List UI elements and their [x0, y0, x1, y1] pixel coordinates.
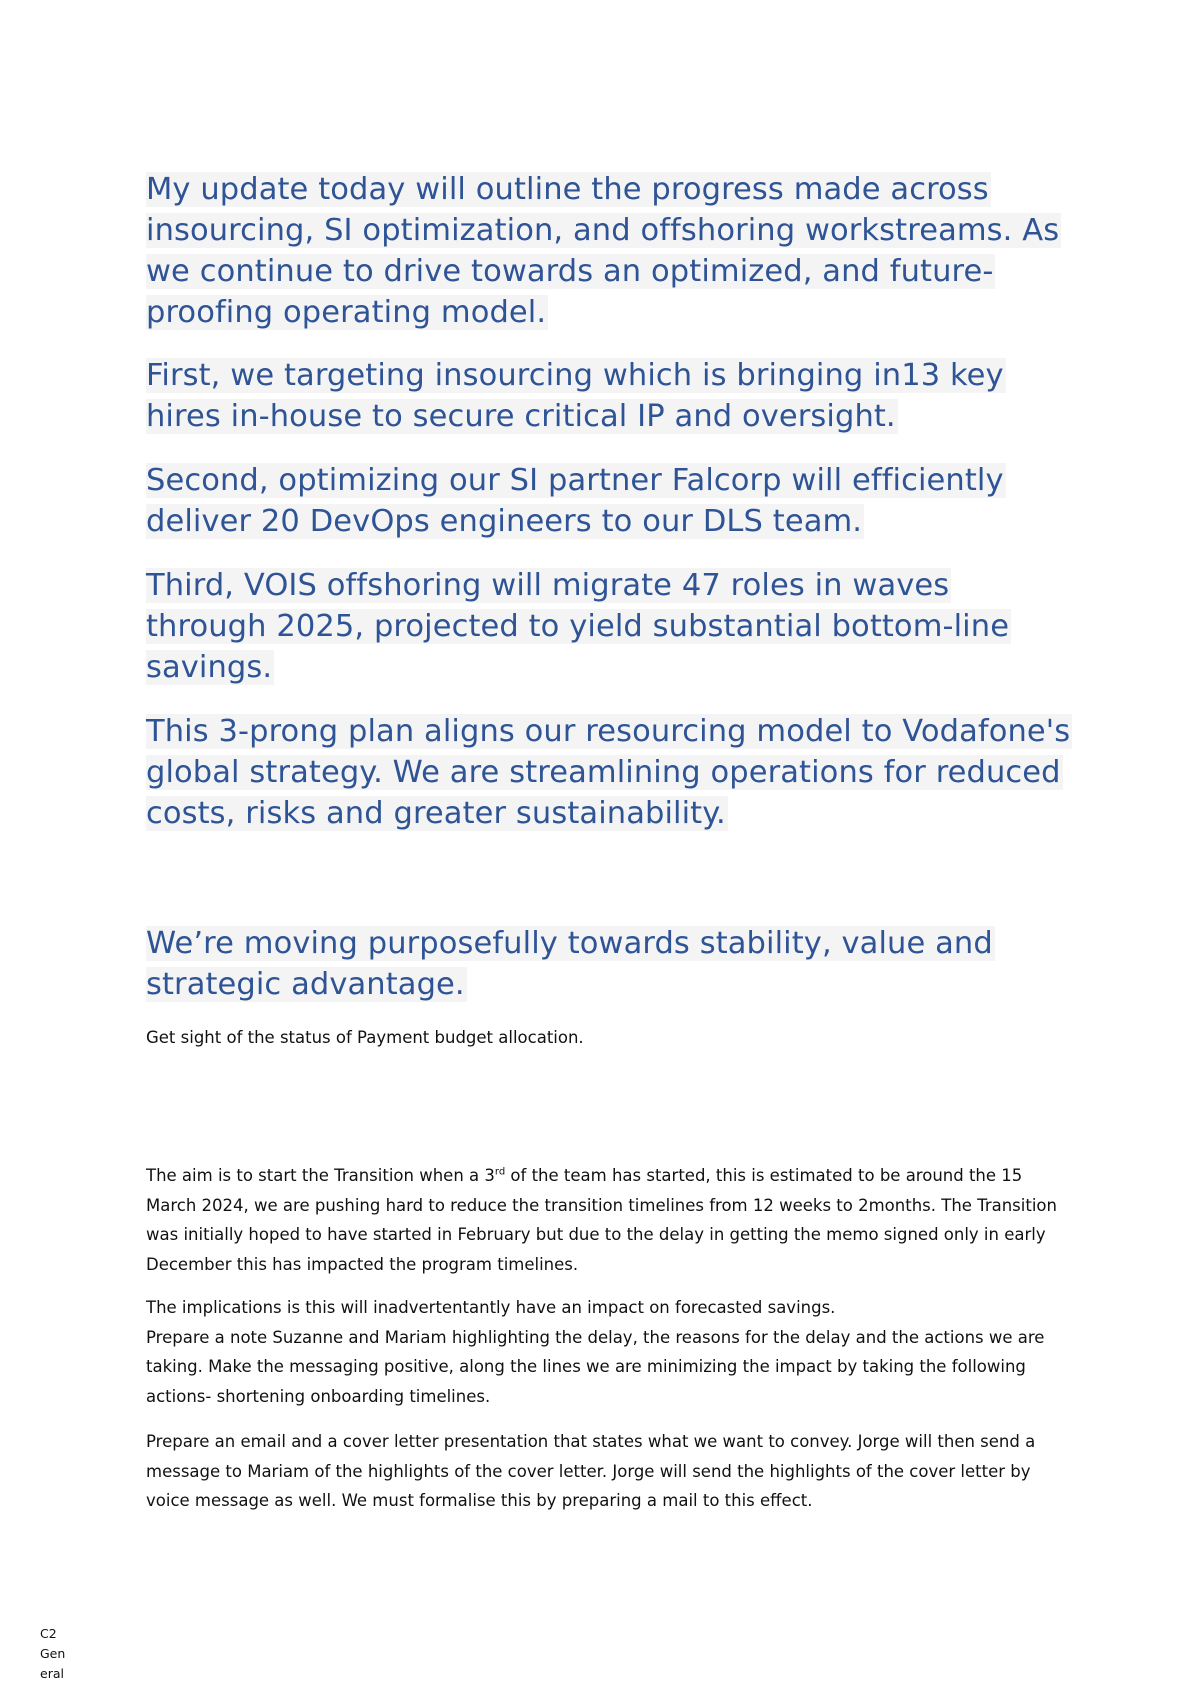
si-optimization-text: Second, optimizing our SI partner Falcorp will efficiently deliver 20 DevOps engineers to our DLS team.: [146, 463, 1004, 539]
ordinal-superscript: rd: [494, 1166, 506, 1178]
closing-statement-text: We’re moving purposefully towards stability, value and strategic advantage.: [146, 926, 993, 1002]
closing-statement-paragraph: [146, 923, 1076, 1005]
three-prong-plan-text: This 3-prong plan aligns our resourcing model to Vodafone's global strategy. We are streamlining operations for reduced costs, risks and greater sustainability.: [146, 714, 1071, 831]
implications-paragraph: [146, 1293, 1076, 1411]
insourcing-paragraph: [146, 355, 1076, 437]
three-prong-plan-paragraph: [146, 711, 1076, 834]
si-optimization-paragraph: [146, 460, 1076, 542]
implications-text: The implications is this will inadvertentantly have an impact on forecasted savings.: [146, 1298, 836, 1317]
update-intro-text: My update today will outline the progress made across insourcing, SI optimization, and offshoring workstreams. As we continue to drive towards an optimized, and future-proofing operating model.: [146, 172, 1060, 330]
transition-paragraph: [146, 1161, 1076, 1279]
transition-text-prefix: The aim is to start the Transition when a 3: [146, 1166, 495, 1185]
email-instruction-paragraph: [146, 1427, 1076, 1516]
note-instruction-text: Prepare a note Suzanne and Mariam highlighting the delay, the reasons for the delay and the actions we are taking. Make the messaging positive, along the lines we are minimizing the impact by taking the following actions- shortening onboarding timelines.: [146, 1327, 1045, 1406]
classification-label: C2 General: [40, 1626, 66, 1681]
offshoring-text: Third, VOIS offshoring will migrate 47 roles in waves through 2025, projected to yield substantial bottom-line savings.: [146, 568, 1010, 685]
update-intro-paragraph: [146, 169, 1076, 333]
email-instruction-text: Prepare an email and a cover letter presentation that states what we want to convey. Jorge will then send a message to Mariam of the highlights of the cover letter. Jorge will send the highlights of the cover letter by voice message as well. We must formalise this by preparing a mail to this effect.: [146, 1432, 1036, 1510]
insourcing-text: First, we targeting insourcing which is bringing in13 key hires in-house to secure critical IP and oversight.: [146, 358, 1004, 434]
budget-allocation-text: Get sight of the status of Payment budget allocation.: [146, 1028, 584, 1047]
transition-text-suffix: of the team has started, this is estimated to be around the 15 March 2024, we are pushing hard to reduce the transition timelines from 12 weeks to 2months. The Transition was initially hoped to have started in February but due to the delay in getting the memo signed only in early December this has impacted the program timelines.: [146, 1166, 1057, 1274]
budget-allocation-line: [146, 1023, 1076, 1053]
offshoring-paragraph: [146, 565, 1076, 688]
transition-text: [146, 1161, 1076, 1279]
